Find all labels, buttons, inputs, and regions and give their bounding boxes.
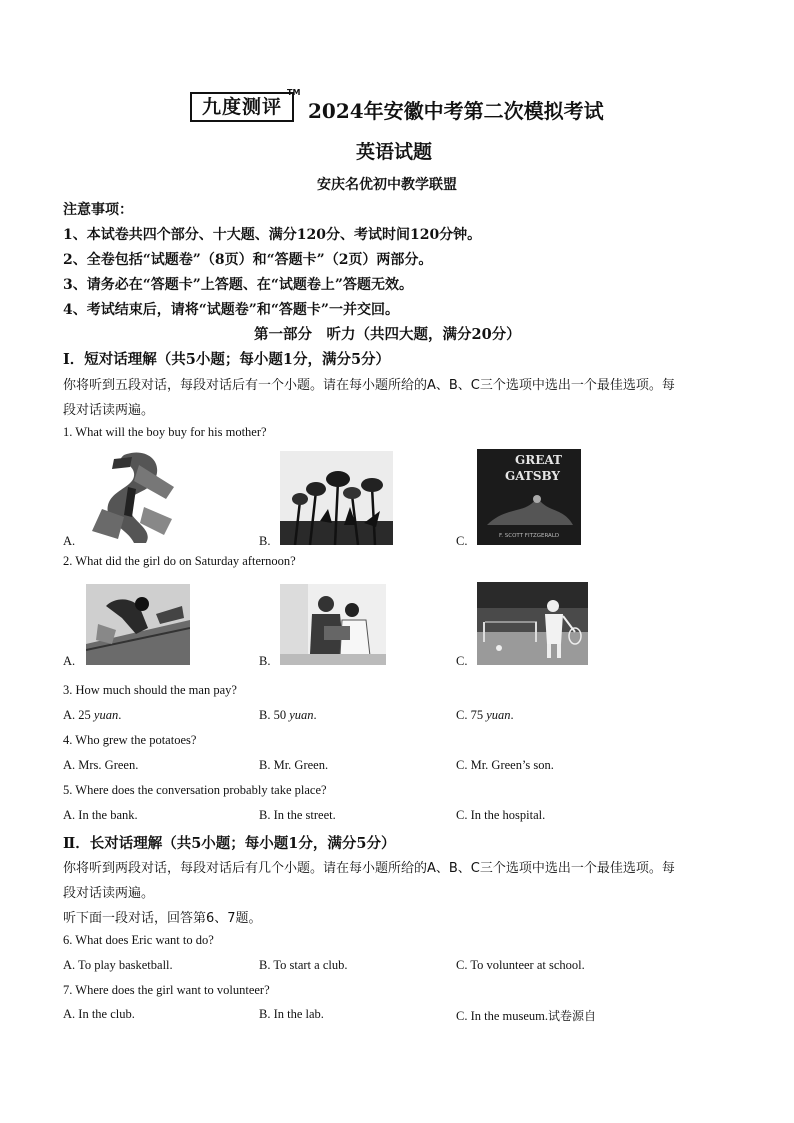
option-b-end: . [313, 708, 317, 722]
note-item: 2、全卷包括“试题卷”（8页）和“答题卡”（2页）两部分。 [63, 252, 433, 268]
question-text: 4. Who grew the potatoes? [63, 733, 197, 747]
section-instruction: 段对话读两遍。 [63, 886, 155, 901]
option-c [456, 708, 514, 723]
option-c: C. Mr. Green’s son. [456, 758, 554, 772]
section-instruction: 你将听到两段对话，每段对话后有几个小题。请在每小题所给的A、B、C三个选项中选出一个最佳选项。每 [63, 861, 675, 876]
option-b: B. In the street. [259, 808, 336, 822]
option-c-label: C. [456, 534, 468, 548]
question-text: 7. Where does the girl want to volunteer? [63, 983, 270, 997]
note-item: 3、请务必在“答题卡”上答题、在“试题卷上”答题无效。 [63, 277, 413, 293]
option-c-unit: yuan [486, 708, 511, 722]
option-a-label: A. [63, 534, 76, 548]
note-item: 1、本试卷共四个部分、十大题、满分120分、考试时间120分钟。 [63, 227, 482, 243]
organizer: 安庆名优初中教学联盟 [317, 177, 457, 193]
part-title: 第一部分 听力（共四大题，满分20分） [254, 326, 521, 343]
source-watermark: 试卷源自 [548, 1009, 597, 1023]
option-b-label: B. [259, 534, 271, 548]
option-a-amount: A. 25 [63, 708, 94, 722]
option-a-end: . [118, 708, 122, 722]
option-a [63, 708, 121, 723]
book-title-line2: GATSBY [505, 469, 560, 483]
subject-title: 英语试题 [356, 141, 433, 163]
option-a-label: A. [63, 654, 76, 668]
book-author: F. SCOTT FITZGERALD [499, 533, 560, 539]
logo-text: 九度测评 [201, 96, 282, 118]
option-b [259, 708, 317, 723]
option-b-label: B. [259, 654, 271, 668]
notes-heading: 注意事项： [63, 202, 133, 218]
badminton-image [477, 582, 588, 665]
option-a: A. In the club. [63, 1007, 135, 1021]
question-text: 2. What did the girl do on Saturday afternoon? [63, 554, 296, 568]
option-a: A. In the bank. [63, 808, 138, 822]
option-c-text: C. In the museum. [456, 1009, 549, 1023]
option-b-unit: yuan [289, 708, 314, 722]
section-title: Ⅰ．短对话理解（共5小题；每小题1分，满分5分） [63, 351, 391, 368]
book-image [477, 449, 581, 545]
option-a-unit: yuan [93, 708, 119, 722]
brand-logo [190, 92, 294, 122]
section-instruction: 你将听到五段对话，每段对话后有一个小题。请在每小题所给的A、B、C三个选项中选出一个最佳选项。每 [63, 378, 675, 393]
question-text: 6. What does Eric want to do? [63, 933, 214, 947]
section-title: Ⅱ．长对话理解（共5小题；每小题1分，满分5分） [63, 835, 396, 852]
option-b-amount: B. 50 [259, 708, 290, 722]
option-a: A. To play basketball. [63, 958, 173, 972]
option-b: B. To start a club. [259, 958, 348, 972]
section-instruction: 听下面一段对话，回答第6、7题。 [63, 911, 262, 926]
option-c-amount: C. 75 [456, 708, 487, 722]
option-c-end: . [510, 708, 514, 722]
question-text: 1. What will the boy buy for his mother? [63, 425, 267, 439]
option-b: B. In the lab. [259, 1007, 324, 1021]
reading-family-image [280, 584, 386, 665]
logo-trademark: TM [287, 88, 301, 97]
option-c-label: C. [456, 654, 468, 668]
question-text: 3. How much should the man pay? [63, 683, 237, 697]
option-c: C. To volunteer at school. [456, 958, 585, 972]
book-title-line1: GREAT [515, 453, 562, 467]
section-instruction: 段对话读两遍。 [63, 403, 155, 418]
exam-title: 2024年安徽中考第二次模拟考试 [308, 99, 604, 123]
question-text: 5. Where does the conversation probably take place? [63, 783, 327, 797]
option-c [456, 1007, 596, 1024]
note-item: 4、考试结束后，请将“试题卷”和“答题卡”一并交回。 [63, 302, 399, 318]
scarf-image [84, 447, 184, 545]
option-a: A. Mrs. Green. [63, 758, 139, 772]
flowers-image [280, 451, 393, 545]
option-c: C. In the hospital. [456, 808, 546, 822]
washing-image [86, 584, 190, 665]
option-b: B. Mr. Green. [259, 758, 329, 772]
